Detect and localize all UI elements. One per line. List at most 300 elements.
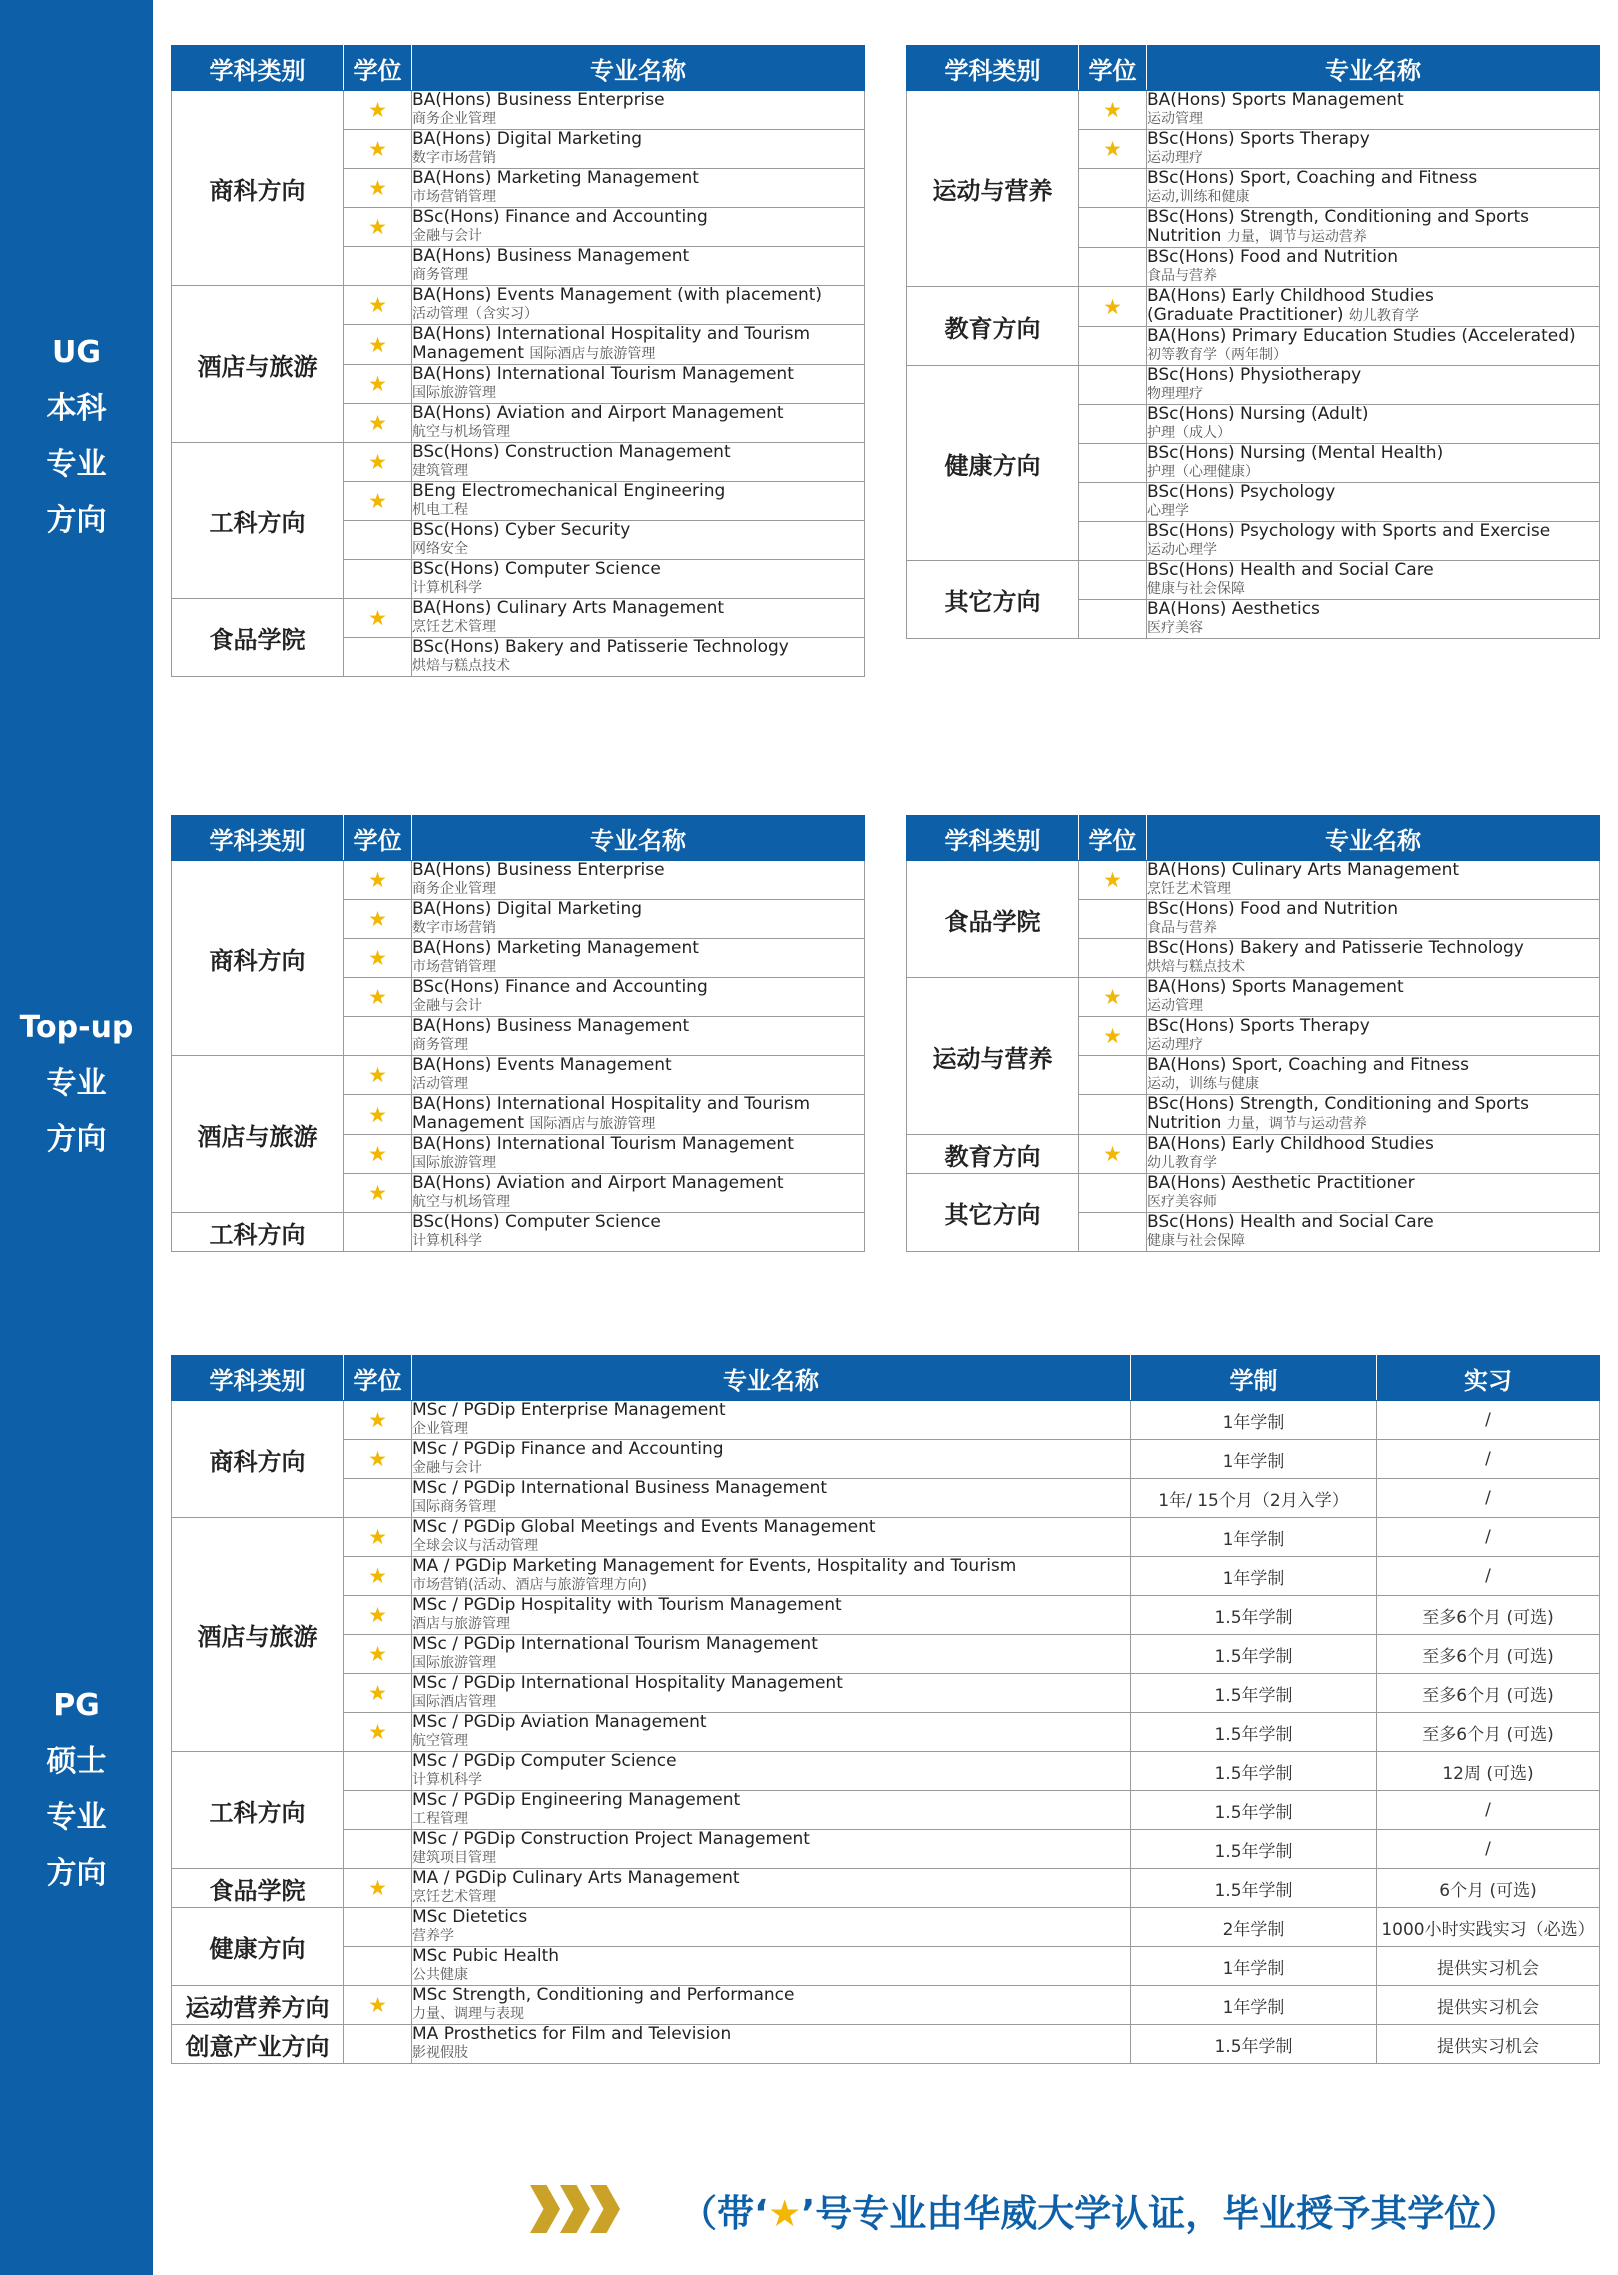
program-name-cn: 运动，训练与健康 [1147,1076,1259,1092]
program-name [412,638,865,677]
table-row [172,443,865,482]
program-name [412,1557,1131,1596]
program-name-cn: 力量、调理与表现 [412,2006,524,2022]
program-name [412,1947,1131,1986]
program-name-cn: 力量，调节与运动营养 [1226,229,1367,245]
internship-cell: 提供实习机会 [1377,1947,1600,1986]
category-cell: 其它方向 [907,561,1079,639]
program-name [412,1135,865,1174]
table-row [172,1947,1600,1986]
program-name [412,939,865,978]
star-icon: ★ [344,900,412,939]
program-name-en-line2 [412,1114,864,1134]
program-name-cn: 全球会议与活动管理 [412,1538,538,1554]
program-name-cn: 计算机科学 [412,1772,482,1788]
program-name [412,169,865,208]
star-icon: ★ [344,1713,412,1752]
program-name-en: BSc(Hons) Bakery and Patisserie Technology [1147,938,1524,958]
topup-table-left [171,815,865,1252]
internship-cell: 6个月 (可选) [1377,1869,1600,1908]
empty-star-cell [1079,600,1147,639]
program-name-en: BA(Hons) Marketing Management [412,938,699,958]
star-icon: ★ [344,1596,412,1635]
program-name-en: BSc(Hons) Finance and Accounting [412,977,708,997]
star-icon: ★ [344,169,412,208]
table-row [172,2025,1600,2064]
duration-cell: 1年学制 [1131,1440,1377,1479]
table-row [172,1479,1600,1518]
program-name [412,978,865,1017]
table-row [907,978,1600,1017]
table-row [907,287,1600,327]
program-name-en: BA(Hons) Digital Marketing [412,129,643,149]
internship-cell: 至多6个月 (可选) [1377,1713,1600,1752]
empty-star-cell [1079,444,1147,483]
program-name [412,1213,865,1252]
program-name-cn: 幼儿教育学 [1348,308,1419,324]
table-row [172,861,865,900]
program-name [412,1095,865,1135]
empty-star-cell [344,638,412,677]
program-name-cn: 健康与社会保障 [1147,1233,1245,1249]
side-label-line: 硕士 [46,1744,107,1779]
category-cell: 食品学院 [172,1869,344,1908]
program-name-cn: 机电工程 [412,502,468,518]
program-name [1147,91,1600,130]
program-name-en-cont: Management [412,1113,524,1133]
program-name-cn: 商务企业管理 [412,111,496,127]
program-name [412,1635,1131,1674]
header-degree: 学位 [344,816,412,861]
star-icon: ★ [344,1557,412,1596]
internship-cell: / [1377,1440,1600,1479]
program-name-en: MSc Pubic Health [412,1946,560,1966]
program-name-en: BSc(Hons) Sports Therapy [1147,129,1370,149]
program-name-en: MSc / PGDip Engineering Management [412,1790,741,1810]
star-icon: ★ [1079,1017,1147,1056]
program-name-en: BSc(Hons) Cyber Security [412,520,631,540]
empty-star-cell [1079,208,1147,248]
program-name-cn: 运动心理学 [1147,542,1217,558]
ug-label [0,325,153,549]
category-cell: 教育方向 [907,1135,1079,1174]
program-name-en: BSc(Hons) Nursing (Mental Health) [1147,443,1444,463]
program-name [1147,444,1600,483]
program-name-en-cont: (Graduate Practitioner) [1147,305,1344,325]
program-name [412,1017,865,1056]
program-name-cn: 幼儿教育学 [1147,1155,1217,1171]
program-name-cn: 市场营销(活动、酒店与旅游管理方向) [412,1577,647,1593]
star-icon: ★ [344,286,412,325]
star-icon: ★ [344,1135,412,1174]
program-name-cn: 国际酒店管理 [412,1694,496,1710]
program-name [412,365,865,404]
program-name-en: BA(Hons) Aesthetics [1147,599,1320,619]
program-name-cn: 心理学 [1147,503,1189,519]
program-name-cn: 网络安全 [412,541,468,557]
program-name-cn: 国际旅游管理 [412,1655,496,1671]
program-name-en-line2 [1147,306,1599,326]
table-row [172,1752,1600,1791]
program-name-cn: 国际商务管理 [412,1499,496,1515]
category-cell: 健康方向 [172,1908,344,1986]
empty-star-cell [1079,1095,1147,1135]
program-name [412,1830,1131,1869]
category-cell: 商科方向 [172,91,344,286]
internship-cell: / [1377,1518,1600,1557]
program-name-cn: 酒店与旅游管理 [412,1616,510,1632]
program-name [1147,1095,1600,1135]
table-row [172,1986,1600,2025]
program-name-en: BSc(Hons) Bakery and Patisserie Technology [412,637,789,657]
table-row [172,1869,1600,1908]
category-cell: 运动与营养 [907,978,1079,1135]
program-name [412,130,865,169]
table-row [172,1791,1600,1830]
program-name-en-cont: Nutrition [1147,1113,1222,1133]
program-name-en: BSc(Hons) Sport, Coaching and Fitness [1147,168,1478,188]
program-name-en: BSc(Hons) Construction Management [412,442,731,462]
duration-cell: 1年学制 [1131,1401,1377,1440]
program-name-en: BSc(Hons) Psychology with Sports and Exercise [1147,521,1551,541]
empty-star-cell [1079,483,1147,522]
duration-cell: 1.5年学制 [1131,1713,1377,1752]
program-name-en: BA(Hons) Business Management [412,246,690,266]
program-name-en: BA(Hons) Sport, Coaching and Fitness [1147,1055,1469,1075]
category-cell: 酒店与旅游 [172,286,344,443]
duration-cell: 1.5年学制 [1131,2025,1377,2064]
program-name [412,482,865,521]
star-icon: ★ [344,1635,412,1674]
star-icon: ★ [1079,130,1147,169]
program-name-cn: 运动,训练和健康 [1147,189,1250,205]
table-row [172,1401,1600,1440]
program-name-en: BA(Hons) Sports Management [1147,977,1404,997]
table-row [172,286,865,325]
program-name-en: BA(Hons) Events Management (with placement) [412,285,823,305]
table-row [172,91,865,130]
star-icon: ★ [344,1174,412,1213]
program-name-en: MA Prosthetics for Film and Television [412,2024,732,2044]
internship-cell: / [1377,1557,1600,1596]
program-name-en-cont: Management [412,343,524,363]
program-name-en: BSc(Hons) Strength, Conditioning and Sports [1147,207,1530,227]
program-name-cn: 市场营销管理 [412,959,496,975]
program-name [412,1440,1131,1479]
program-name-en: MSc / PGDip Hospitality with Tourism Management [412,1595,842,1615]
program-name [412,521,865,560]
empty-star-cell [1079,248,1147,287]
program-name-en: BSc(Hons) Computer Science [412,1212,661,1232]
category-cell: 运动营养方向 [172,1986,344,2025]
duration-cell: 1.5年学制 [1131,1830,1377,1869]
table-row [907,561,1600,600]
program-name [1147,287,1600,327]
header-degree: 学位 [344,1356,412,1401]
program-name [412,1791,1131,1830]
program-name-en: BSc(Hons) Physiotherapy [1147,365,1362,385]
program-name-cn: 国际旅游管理 [412,1155,496,1171]
category-cell: 食品学院 [907,861,1079,978]
header-category: 学科类别 [907,816,1079,861]
category-cell: 教育方向 [907,287,1079,366]
table-row [172,599,865,638]
program-name [412,861,865,900]
program-name-en: BA(Hons) Sports Management [1147,90,1404,110]
program-name-cn: 食品与营养 [1147,920,1217,936]
category-cell: 工科方向 [172,443,344,599]
star-icon: ★ [344,325,412,365]
program-name-en: BSc(Hons) Strength, Conditioning and Sports [1147,1094,1530,1114]
program-name [412,1056,865,1095]
empty-star-cell [344,560,412,599]
ug-table-left [171,45,865,677]
program-name-cn: 建筑管理 [412,463,468,479]
table-row [907,366,1600,405]
category-cell: 创意产业方向 [172,2025,344,2064]
program-name [412,1479,1131,1518]
program-name-en: MSc / PGDip Construction Project Management [412,1829,810,1849]
table-row [172,1518,1600,1557]
program-name-en: BSc(Hons) Health and Social Care [1147,1212,1434,1232]
table-row [172,1635,1600,1674]
program-name-en: MSc / PGDip International Business Management [412,1478,828,1498]
star-icon: ★ [344,365,412,404]
program-name-en: BA(Hons) Culinary Arts Management [1147,860,1460,880]
program-name [412,2025,1131,2064]
star-icon: ★ [344,599,412,638]
program-name-cn: 商务管理 [412,1037,468,1053]
program-name-en: BA(Hons) Early Childhood Studies [1147,286,1434,306]
program-name-en: BA(Hons) Culinary Arts Management [412,598,725,618]
chevron-icon [590,2185,620,2233]
program-name-en: BA(Hons) Business Enterprise [412,90,665,110]
pg-label [0,1678,153,1902]
empty-star-cell [1079,1056,1147,1095]
program-name [1147,561,1600,600]
program-name-en-line2 [1147,227,1599,247]
program-name [412,1518,1131,1557]
empty-star-cell [344,1213,412,1252]
program-name-en-cont: Nutrition [1147,226,1222,246]
category-cell: 食品学院 [172,599,344,677]
star-icon: ★ [344,404,412,443]
program-name-cn: 商务企业管理 [412,881,496,897]
empty-star-cell [1079,327,1147,366]
header-program: 专业名称 [1147,46,1600,91]
program-name [412,1596,1131,1635]
table-row [907,1135,1600,1174]
empty-star-cell [344,1908,412,1947]
program-name [412,286,865,325]
internship-cell: / [1377,1830,1600,1869]
program-name-en: BSc(Hons) Computer Science [412,559,661,579]
program-name [412,900,865,939]
program-name-en: MA / PGDip Culinary Arts Management [412,1868,740,1888]
program-name-cn: 国际酒店与旅游管理 [529,1116,656,1132]
side-label-line: 方向 [46,1122,107,1157]
program-name-cn: 健康与社会保障 [1147,581,1245,597]
star-icon: ★ [344,1869,412,1908]
program-name-cn: 航空与机场管理 [412,1194,510,1210]
empty-star-cell [1079,939,1147,978]
topup-label [0,1000,153,1168]
program-name-en: BA(Hons) Aviation and Airport Management [412,403,784,423]
duration-cell: 1.5年学制 [1131,1869,1377,1908]
program-name-cn: 运动理疗 [1147,150,1203,166]
program-name [1147,366,1600,405]
empty-star-cell [344,1479,412,1518]
program-name-cn: 商务管理 [412,267,468,283]
table-row [172,1830,1600,1869]
header-duration: 学制 [1131,1356,1377,1401]
program-name-cn: 数字市场营销 [412,150,496,166]
program-name [1147,1213,1600,1252]
star-icon: ★ [344,1440,412,1479]
empty-star-cell [1079,366,1147,405]
program-name [1147,861,1600,900]
table-row [172,1440,1600,1479]
program-name [1147,1017,1600,1056]
category-cell: 工科方向 [172,1752,344,1869]
program-name [1147,169,1600,208]
header-degree: 学位 [1079,816,1147,861]
program-name-en: BSc(Hons) Food and Nutrition [1147,899,1398,919]
program-name-en: MSc / PGDip International Tourism Management [412,1634,818,1654]
program-name-en: BSc(Hons) Nursing (Adult) [1147,404,1369,424]
internship-cell: 至多6个月 (可选) [1377,1674,1600,1713]
empty-star-cell [344,521,412,560]
category-cell: 健康方向 [907,366,1079,561]
header-internship: 实习 [1377,1356,1600,1401]
program-name-cn: 企业管理 [412,1421,468,1437]
star-icon: ★ [1079,861,1147,900]
star-icon: ★ [344,443,412,482]
star-icon: ★ [344,1518,412,1557]
star-icon: ★ [344,1986,412,2025]
empty-star-cell [1079,900,1147,939]
header-program: 专业名称 [412,816,865,861]
table-row [172,1056,865,1095]
program-name-cn: 计算机科学 [412,1233,482,1249]
side-label-line: 方向 [46,1856,107,1891]
program-name-en: BA(Hons) Events Management [412,1055,672,1075]
program-name-cn: 市场营销管理 [412,189,496,205]
internship-cell: 12周 (可选) [1377,1752,1600,1791]
program-name-cn: 营养学 [412,1928,454,1944]
star-icon: ★ [344,482,412,521]
empty-star-cell [344,247,412,286]
star-icon: ★ [344,208,412,247]
internship-cell: 提供实习机会 [1377,1986,1600,2025]
sidebar [0,0,153,2275]
table-row [172,1713,1600,1752]
program-name [412,443,865,482]
program-name-cn: 运动管理 [1147,111,1203,127]
chevron-icon [560,2185,590,2233]
program-name [412,91,865,130]
program-name-en: BSc(Hons) Sports Therapy [1147,1016,1370,1036]
program-name-cn: 烹饪艺术管理 [412,1889,496,1905]
footer-note [530,2175,1570,2235]
program-name-en: BA(Hons) Primary Education Studies (Accelerated) [1147,326,1576,346]
program-name-en: BA(Hons) Digital Marketing [412,899,643,919]
side-label-line: 专业 [46,1066,107,1101]
program-name-cn: 食品与营养 [1147,268,1217,284]
empty-star-cell [1079,169,1147,208]
internship-cell: 提供实习机会 [1377,2025,1600,2064]
program-name-en: MA / PGDip Marketing Management for Events, Hospitality and Tourism [412,1556,1017,1576]
program-name-cn: 初等教育学（两年制） [1147,347,1287,363]
program-name [1147,900,1600,939]
pg-table [171,1355,1600,2064]
empty-star-cell [1079,561,1147,600]
program-name-cn: 力量，调节与运动营养 [1226,1116,1367,1132]
program-name-en: BSc(Hons) Health and Social Care [1147,560,1434,580]
empty-star-cell [344,1017,412,1056]
program-name [412,325,865,365]
category-cell: 酒店与旅游 [172,1518,344,1752]
program-name-cn: 医疗美容师 [1147,1194,1217,1210]
star-icon: ★ [1079,978,1147,1017]
program-name-cn: 医疗美容 [1147,620,1203,636]
header-category: 学科类别 [172,46,344,91]
program-name-en: MSc / PGDip International Hospitality Management [412,1673,843,1693]
program-name-cn: 国际旅游管理 [412,385,496,401]
header-degree: 学位 [344,46,412,91]
program-name-cn: 烹饪艺术管理 [412,619,496,635]
program-name-en-line2 [412,344,864,364]
table-row [907,861,1600,900]
program-name [412,208,865,247]
program-name [1147,208,1600,248]
program-name [1147,483,1600,522]
star-icon: ★ [344,861,412,900]
star-icon: ★ [1079,91,1147,130]
program-name [412,1401,1131,1440]
program-name [1147,1135,1600,1174]
program-name-cn: 工程管理 [412,1811,468,1827]
program-name-cn: 国际酒店与旅游管理 [529,346,656,362]
program-name [1147,248,1600,287]
empty-star-cell [1079,1174,1147,1213]
program-name [1147,1174,1600,1213]
star-icon: ★ [344,1095,412,1135]
empty-star-cell [1079,405,1147,444]
program-name-cn: 烹饪艺术管理 [1147,881,1231,897]
program-name [1147,130,1600,169]
chevron-icon [530,2185,560,2233]
program-name-cn: 金融与会计 [412,998,482,1014]
table-row [172,1908,1600,1947]
program-name [412,1674,1131,1713]
duration-cell: 1年学制 [1131,1986,1377,2025]
side-label-line: PG [53,1688,100,1723]
program-name-en: MSc / PGDip Enterprise Management [412,1400,726,1420]
program-name [412,1986,1131,2025]
duration-cell: 1年学制 [1131,1557,1377,1596]
program-name-en: BA(Hons) International Tourism Management [412,1134,794,1154]
topup-table-right [906,815,1600,1252]
header-program: 专业名称 [412,46,865,91]
program-name-cn: 航空管理 [412,1733,468,1749]
program-name-en: BSc(Hons) Food and Nutrition [1147,247,1398,267]
table-row [907,1174,1600,1213]
duration-cell: 1年/ 15个月（2月入学） [1131,1479,1377,1518]
header-category: 学科类别 [907,46,1079,91]
duration-cell: 2年学制 [1131,1908,1377,1947]
side-label-line: 本科 [46,391,107,426]
